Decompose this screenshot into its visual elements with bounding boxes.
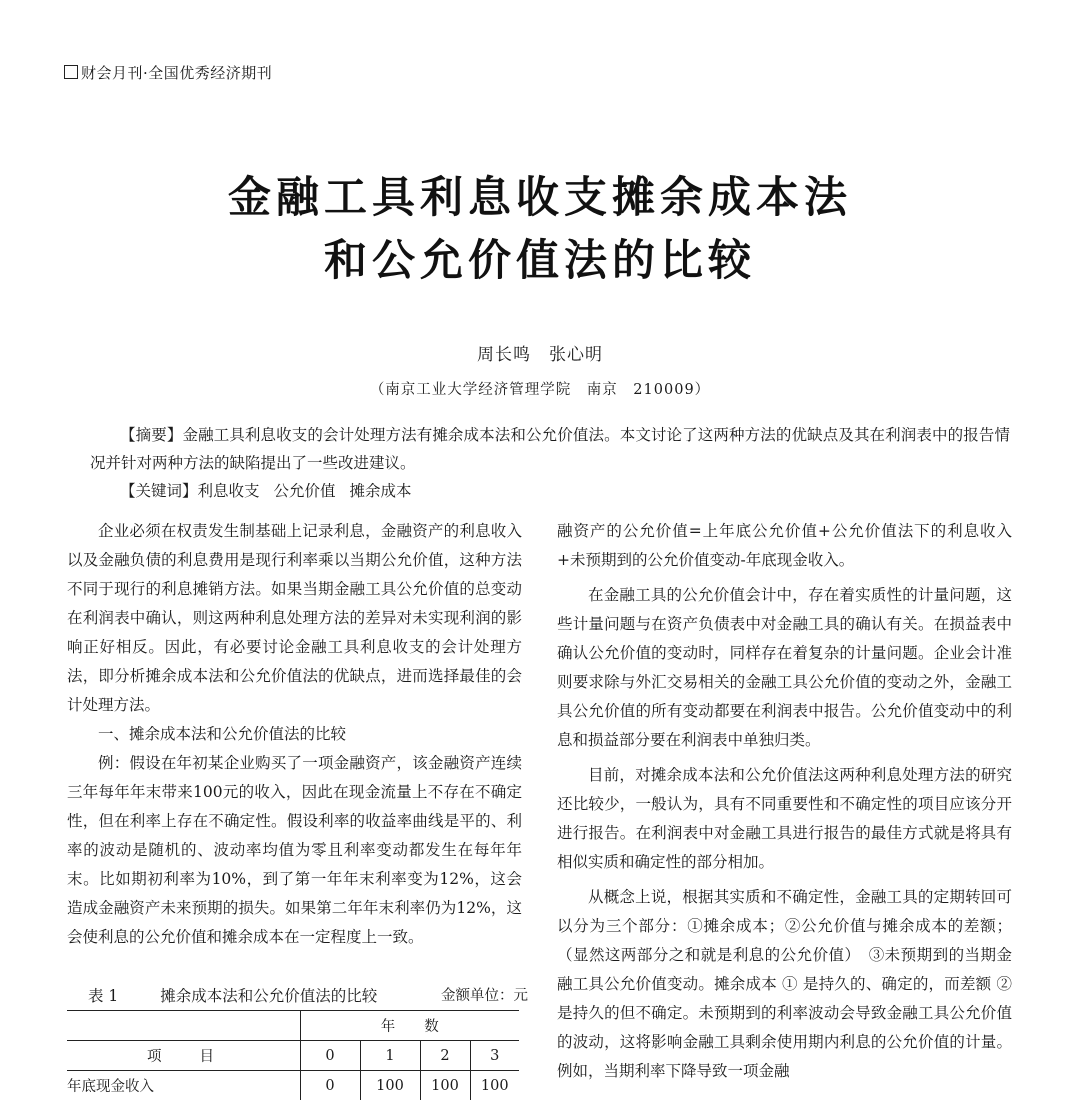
table-year-header: 3 bbox=[470, 1041, 519, 1071]
paragraph: 在金融工具的公允价值会计中，存在着实质性的计量问题，这些计量问题与在资产负债表中对金融工具的确认有关。在损益表中确认公允价值的变动时，同样存在着复杂的计量问题。企业会计准则要求除与外汇交易相关的金融工具公允价值的变动之外，金融工具公允价值的所有变动都要在利润表中报告。公允价值变动中的利息和损益部分要在利润表中单独归类。 bbox=[557, 581, 1012, 755]
table-year-header: 0 bbox=[300, 1041, 360, 1071]
keywords bbox=[120, 479, 412, 501]
section-heading: 一、摊余成本法和公允价值法的比较 bbox=[67, 720, 522, 749]
comparison-table bbox=[67, 1010, 519, 1100]
table-label: 表 1 bbox=[88, 987, 118, 1005]
table-row-label: 年底现金收入 bbox=[67, 1071, 300, 1100]
table-caption bbox=[88, 984, 528, 1006]
table-item-header: 项目 bbox=[67, 1041, 300, 1071]
keyword: 摊余成本 bbox=[350, 482, 412, 500]
paragraph: 例：假设在年初某企业购买了一项金融资产，该金融资产连续三年每年年末带来100元的收入，因此在现金流量上不存在不确定性，但在利率上存在不确定性。假设利率的收益率曲线是平的、利率的波动是随机的、波动率均值为零且利率变动都发生在每年年末。比如期初利率为10%，到了第一年年末利率变为12%，这会造成金融资产未来预期的损失。如果第二年年末利率仍为12%，这会使利息的公允价值和摊余成本在一定程度上一致。 bbox=[67, 749, 522, 952]
article-title-line-1: 金融工具利息收支摊余成本法 bbox=[0, 164, 1080, 225]
paragraph: 企业必须在权责发生制基础上记录利息，金融资产的利息收入以及金融负债的利息费用是现行利率乘以当期公允价值，这种方法不同于现行的利息摊销方法。如果当期金融工具公允价值的总变动在利润表中确认，则这两种利息处理方法的差异对未实现利润的影响正好相反。因此，有必要讨论金融工具利息收支的会计处理方法，即分析摊余成本法和公允价值法的优缺点，进而选择最佳的会计处理方法。 bbox=[67, 517, 522, 720]
table-cell: 0 bbox=[300, 1071, 360, 1100]
table-cell: 100 bbox=[360, 1071, 420, 1100]
table-cell: 100 bbox=[470, 1071, 519, 1100]
paragraph: 从概念上说，根据其实质和不确定性，金融工具的定期转回可以分为三个部分：①摊余成本；②公允价值与摊余成本的差额；（显然这两部分之和就是利息的公允价值） ③未预期到的当期金融工具公允价值变动。摊余成本 ① 是持久的、确定的，而差额 ② 是持久的但不确定。未预期到的利率波动会导致金融工具公允价值的波动，这将影响金融工具剩余使用期内利息的公允价值的计量。例如，当期利率下降导致一项金融 bbox=[557, 883, 1012, 1086]
keyword: 公允价值 bbox=[274, 482, 336, 500]
journal-header bbox=[64, 62, 272, 83]
authors: 周长鸣 张心明 bbox=[0, 340, 1080, 365]
table-group-header: 年 数 bbox=[300, 1011, 519, 1041]
table-title: 摊余成本法和公允价值法的比较 bbox=[160, 987, 377, 1005]
paragraph: 目前，对摊余成本法和公允价值法这两种利息处理方法的研究还比较少，一般认为，具有不同重要性和不确定性的项目应该分开进行报告。在利润表中对金融工具进行报告的最佳方式就是将具有相似实质和确定性的部分相加。 bbox=[557, 761, 1012, 877]
table-unit: 金额单位：元 bbox=[441, 984, 528, 1005]
right-column bbox=[557, 517, 1012, 1086]
keywords-label: 【关键词】 bbox=[120, 482, 198, 500]
table-header-spacer bbox=[67, 1011, 300, 1041]
left-column bbox=[67, 517, 522, 952]
journal-name: 财会月刊·全国优秀经济期刊 bbox=[81, 64, 272, 82]
paragraph: 融资产的公允价值=上年底公允价值+公允价值法下的利息收入+未预期到的公允价值变动-年底现金收入。 bbox=[557, 517, 1012, 575]
article-title-line-2: 和公允价值法的比较 bbox=[0, 227, 1080, 288]
table-year-header: 2 bbox=[420, 1041, 470, 1071]
table-row bbox=[67, 1071, 519, 1100]
abstract-label: 【摘要】 bbox=[120, 426, 182, 444]
table-year-header: 1 bbox=[360, 1041, 420, 1071]
square-icon bbox=[64, 65, 78, 79]
affiliation: （南京工业大学经济管理学院 南京 210009） bbox=[0, 378, 1080, 399]
abstract bbox=[90, 421, 1010, 477]
abstract-text: 金融工具利息收支的会计处理方法有摊余成本法和公允价值法。本文讨论了这两种方法的优缺点及其在利润表中的报告情况并针对两种方法的缺陷提出了一些改进建议。 bbox=[90, 426, 1010, 472]
table-cell: 100 bbox=[420, 1071, 470, 1100]
keyword: 利息收支 bbox=[198, 482, 260, 500]
